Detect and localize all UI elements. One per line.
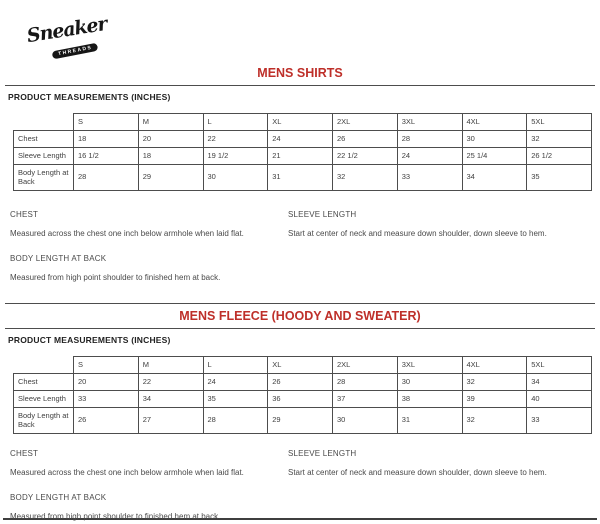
size-col-header: 5XL (527, 357, 592, 374)
measurement-cell: 31 (397, 408, 462, 434)
definition-term: SLEEVE LENGTH (288, 210, 357, 219)
table-row-body-length (14, 408, 592, 434)
measurement-cell: 22 (138, 374, 203, 391)
table-row-chest (14, 374, 592, 391)
measurement-cell: 33 (74, 391, 139, 408)
definition-desc: Measured across the chest one inch below armhole when laid flat. (10, 468, 244, 477)
measurement-cell: 29 (138, 165, 203, 191)
measurement-cell: 16 1/2 (74, 148, 139, 165)
measurement-cell: 20 (138, 131, 203, 148)
size-col-header: S (74, 114, 139, 131)
size-header-row (14, 357, 592, 374)
definitions-block (10, 210, 590, 284)
definition-desc: Start at center of neck and measure down shoulder, down sleeve to hem. (288, 229, 547, 238)
measurement-cell: 32 (462, 408, 527, 434)
measurement-cell: 20 (74, 374, 139, 391)
measurement-cell: 33 (527, 408, 592, 434)
measurement-cell: 28 (74, 165, 139, 191)
measurement-cell: 18 (74, 131, 139, 148)
row-label: Sleeve Length (14, 391, 74, 408)
measurement-cell: 32 (462, 374, 527, 391)
measurement-cell: 28 (397, 131, 462, 148)
measurement-cell: 35 (527, 165, 592, 191)
row-label: Sleeve Length (14, 148, 74, 165)
product-measurements-subtitle: PRODUCT MEASUREMENTS (INCHES) (8, 92, 171, 102)
measurement-cell: 18 (138, 148, 203, 165)
definitions-right-column (288, 210, 590, 284)
section-title-mens-shirts: MENS SHIRTS (257, 66, 343, 80)
definition-desc: Measured from high point shoulder to finished hem at back. (10, 512, 221, 521)
logo-script-text: Sneaker (25, 12, 109, 48)
size-col-header: L (203, 114, 268, 131)
measurement-cell: 33 (397, 165, 462, 191)
row-label: Chest (14, 374, 74, 391)
definition-term: CHEST (10, 449, 39, 458)
size-col-header: XL (268, 114, 333, 131)
size-col-header: M (138, 357, 203, 374)
measurement-cell: 31 (268, 165, 333, 191)
definition-term: SLEEVE LENGTH (288, 449, 357, 458)
row-label: Body Length at Back (14, 408, 74, 434)
measurement-cell: 25 1/4 (462, 148, 527, 165)
measurement-cell: 26 (74, 408, 139, 434)
logo-banner-text: THREADS (52, 43, 98, 60)
measurement-cell: 30 (333, 408, 398, 434)
row-label: Chest (14, 131, 74, 148)
measurement-cell: 34 (138, 391, 203, 408)
definition-desc: Start at center of neck and measure down shoulder, down sleeve to hem. (288, 468, 547, 477)
measurement-cell: 34 (527, 374, 592, 391)
measurement-cell: 32 (333, 165, 398, 191)
measurement-cell: 22 (203, 131, 268, 148)
definitions-left-column (10, 449, 288, 521)
size-col-header: 3XL (397, 357, 462, 374)
measurement-cell: 26 1/2 (527, 148, 592, 165)
size-col-header: 2XL (333, 357, 398, 374)
product-measurements-subtitle: PRODUCT MEASUREMENTS (INCHES) (8, 335, 171, 345)
table-row-chest (14, 131, 592, 148)
measurement-cell: 28 (203, 408, 268, 434)
table-row-body-length (14, 165, 592, 191)
measurement-cell: 26 (333, 131, 398, 148)
measurement-cell: 38 (397, 391, 462, 408)
size-col-header: 4XL (462, 114, 527, 131)
blank-corner-cell (14, 114, 74, 131)
measurement-cell: 21 (268, 148, 333, 165)
measurement-cell: 30 (203, 165, 268, 191)
mens-shirts-size-table (13, 113, 592, 191)
size-col-header: 5XL (527, 114, 592, 131)
measurement-cell: 19 1/2 (203, 148, 268, 165)
size-col-header: S (74, 357, 139, 374)
definition-term: CHEST (10, 210, 39, 219)
measurement-cell: 26 (268, 374, 333, 391)
measurement-cell: 39 (462, 391, 527, 408)
mens-fleece-size-table (13, 356, 592, 434)
definition-desc: Measured from high point shoulder to finished hem at back. (10, 273, 221, 282)
definitions-right-column (288, 449, 590, 515)
divider (5, 328, 595, 329)
measurement-cell: 40 (527, 391, 592, 408)
table-row-sleeve-length (14, 391, 592, 408)
measurement-cell: 27 (138, 408, 203, 434)
row-label: Body Length at Back (14, 165, 74, 191)
measurement-cell: 29 (268, 408, 333, 434)
measurement-cell: 36 (268, 391, 333, 408)
definition-term: BODY LENGTH AT BACK (10, 493, 107, 502)
definitions-left-column (10, 210, 288, 284)
divider (5, 85, 595, 86)
size-col-header: XL (268, 357, 333, 374)
measurement-cell: 37 (333, 391, 398, 408)
definition-term: BODY LENGTH AT BACK (10, 254, 107, 263)
blank-corner-cell (14, 357, 74, 374)
table-row-sleeve-length (14, 148, 592, 165)
size-col-header: 2XL (333, 114, 398, 131)
definition-desc: Measured across the chest one inch below armhole when laid flat. (10, 229, 244, 238)
measurement-cell: 22 1/2 (333, 148, 398, 165)
measurement-cell: 35 (203, 391, 268, 408)
measurement-cell: 32 (527, 131, 592, 148)
measurement-cell: 24 (268, 131, 333, 148)
measurement-cell: 24 (397, 148, 462, 165)
divider (5, 303, 595, 304)
measurement-cell: 30 (397, 374, 462, 391)
measurement-cell: 28 (333, 374, 398, 391)
size-col-header: M (138, 114, 203, 131)
size-col-header: 3XL (397, 114, 462, 131)
measurement-cell: 24 (203, 374, 268, 391)
measurement-cell: 30 (462, 131, 527, 148)
size-col-header: L (203, 357, 268, 374)
measurement-cell: 34 (462, 165, 527, 191)
size-col-header: 4XL (462, 357, 527, 374)
definitions-block (10, 449, 590, 521)
size-header-row (14, 114, 592, 131)
section-title-mens-fleece: MENS FLEECE (HOODY AND SWEATER) (179, 309, 421, 323)
